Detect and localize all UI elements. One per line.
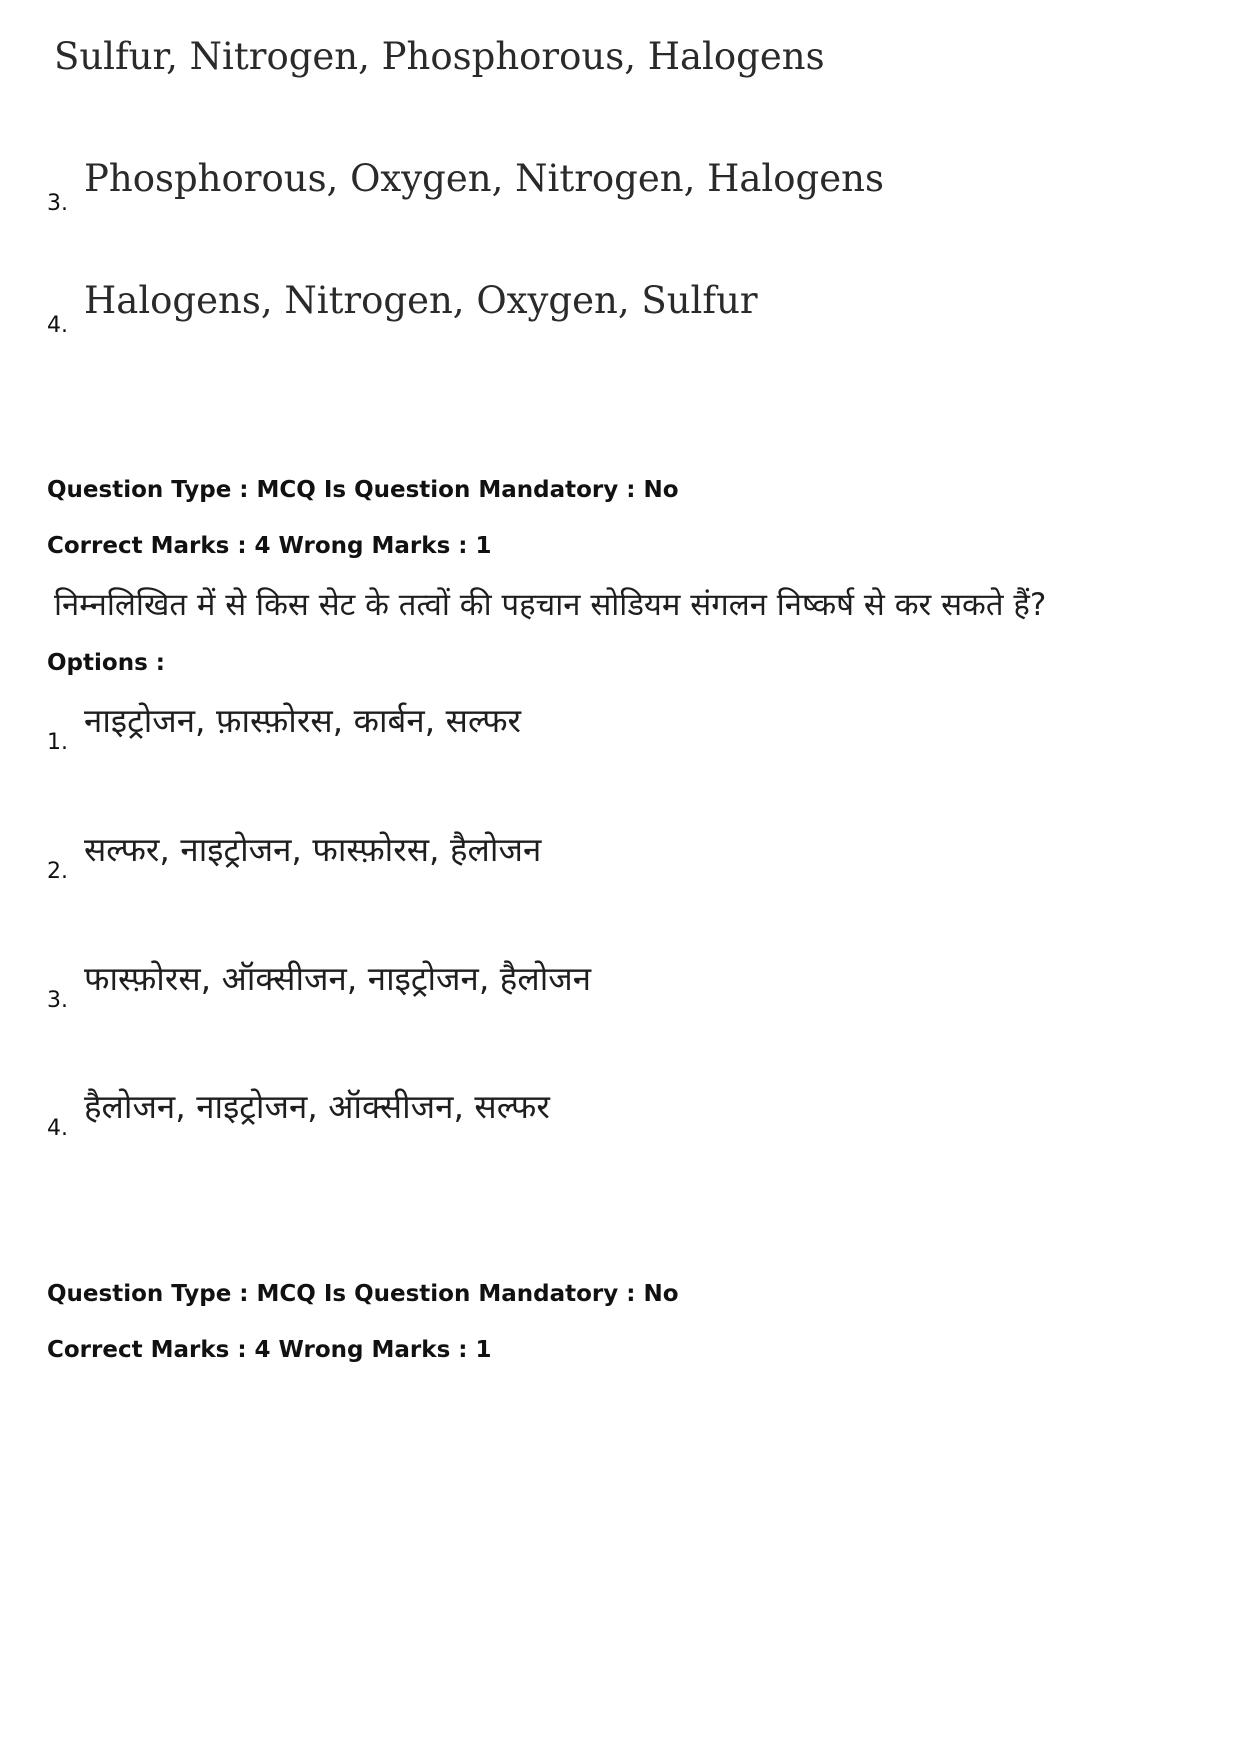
prev-option-4-text: Halogens, Nitrogen, Oxygen, Sulfur: [84, 279, 758, 322]
option-2-text: सल्फर, नाइट्रोजन, फास्फ़ोरस, हैलोजन: [84, 830, 542, 869]
option-4-number: 4.: [47, 1116, 68, 1141]
option-4-text: हैलोजन, नाइट्रोजन, ऑक्सीजन, सल्फर: [84, 1087, 550, 1126]
option-3-text: फास्फ़ोरस, ऑक्सीजन, नाइट्रोजन, हैलोजन: [84, 959, 592, 998]
option-1-text: नाइट्रोजन, फ़ास्फ़ोरस, कार्बन, सल्फर: [84, 701, 522, 740]
question-text: निम्नलिखित में से किस सेट के तत्वों की पहचान सोडियम संगलन निष्कर्ष से कर सकते हैं?: [54, 587, 1047, 623]
next-marks-line: Correct Marks : 4 Wrong Marks : 1: [47, 1337, 492, 1363]
options-label: Options :: [47, 650, 165, 676]
prev-option-4-number: 4.: [47, 313, 68, 338]
prev-option-3-text: Phosphorous, Oxygen, Nitrogen, Halogens: [84, 157, 884, 200]
prev-option-2-text: Sulfur, Nitrogen, Phosphorous, Halogens: [54, 35, 825, 78]
next-question-type-line: Question Type : MCQ Is Question Mandatory : No: [47, 1281, 679, 1307]
prev-option-3-number: 3.: [47, 191, 68, 216]
option-1-number: 1.: [47, 730, 68, 755]
question-type-line: Question Type : MCQ Is Question Mandatory : No: [47, 477, 679, 503]
marks-line: Correct Marks : 4 Wrong Marks : 1: [47, 533, 492, 559]
option-3-number: 3.: [47, 988, 68, 1013]
option-2-number: 2.: [47, 859, 68, 884]
